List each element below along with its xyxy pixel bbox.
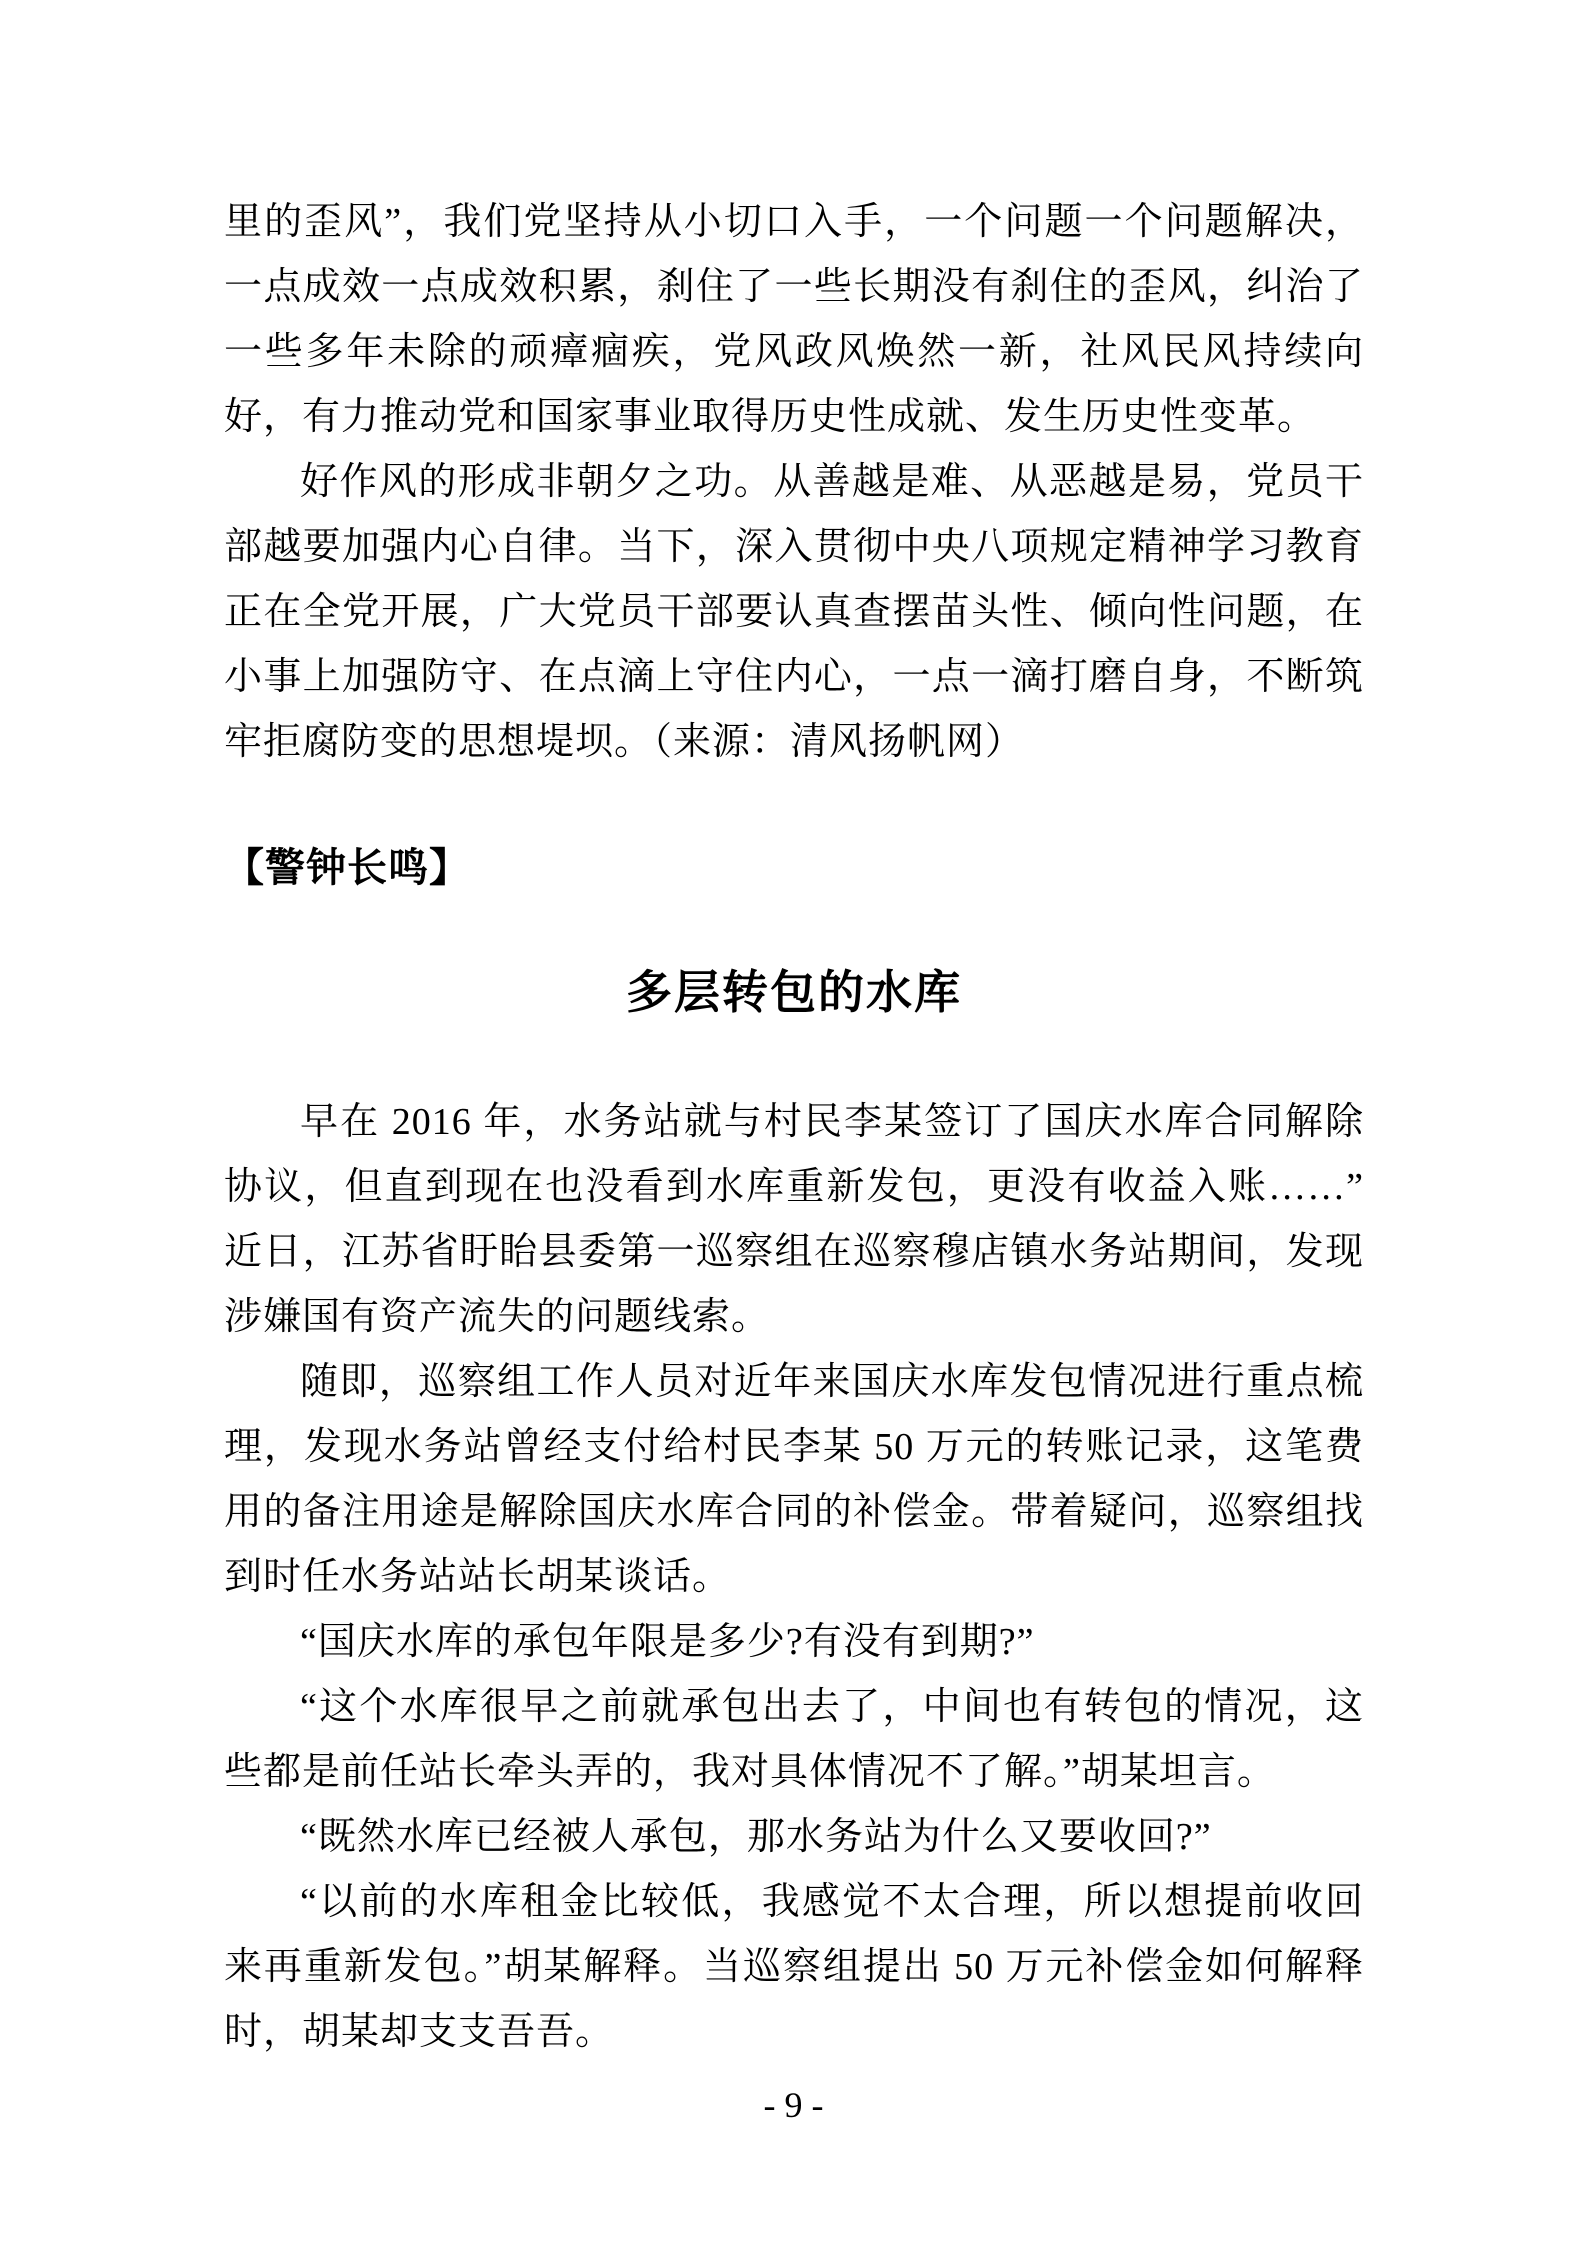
article-title: 多层转包的水库	[626, 967, 962, 1018]
page-content	[224, 190, 1364, 2065]
dialogue-line: “既然水库已经被人承包，那水务站为什么又要收回?”	[300, 1816, 1212, 1858]
dialogue-line: “这个水库很早之前就承包出去了，中间也有转包的情况，这些都是前任站长牵头弄的，我对具体情况不了解。”胡某坦言。	[224, 1686, 1364, 1793]
article-paragraph: 早在 2016 年，水务站就与村民李某签订了国庆水库合同解除协议，但直到现在也没看到水库重新发包，更没有收益入账……”近日，江苏省盱眙县委第一巡察组在巡察穆店镇水务站期间，发现涉嫌国有资产流失的问题线索。	[224, 1101, 1364, 1338]
body-paragraph-continuation: 里的歪风”，我们党坚持从小切口入手，一个问题一个问题解决，一点成效一点成效积累，刹住了一些长期没有刹住的歪风，纠治了一些多年未除的顽瘴痼疾，党风政风焕然一新，社风民风持续向好，有力推动党和国家事业取得历史性成就、发生历史性变革。	[224, 201, 1364, 438]
body-paragraph: 好作风的形成非朝夕之功。从善越是难、从恶越是易，党员干部越要加强内心自律。当下，深入贯彻中央八项规定精神学习教育正在全党开展，广大党员干部要认真查摆苗头性、倾向性问题，在小事上加强防守、在点滴上守住内心，一点一滴打磨自身，不断筑牢拒腐防变的思想堤坝。（来源：清风扬帆网）	[224, 461, 1364, 763]
dialogue-line: “以前的水库租金比较低，我感觉不太合理，所以想提前收回来再重新发包。”胡某解释。当巡察组提出 50 万元补偿金如何解释时，胡某却支支吾吾。	[224, 1881, 1364, 2053]
dialogue-line: “国庆水库的承包年限是多少?有没有到期?”	[300, 1621, 1035, 1663]
section-heading: 【警钟长鸣】	[224, 845, 470, 890]
article-paragraph: 随即，巡察组工作人员对近年来国庆水库发包情况进行重点梳理，发现水务站曾经支付给村民李某 50 万元的转账记录，这笔费用的备注用途是解除国庆水库合同的补偿金。带着疑问，巡察组找到时任水务站站长胡某谈话。	[224, 1361, 1364, 1598]
page-number: - 9 -	[763, 2085, 824, 2125]
